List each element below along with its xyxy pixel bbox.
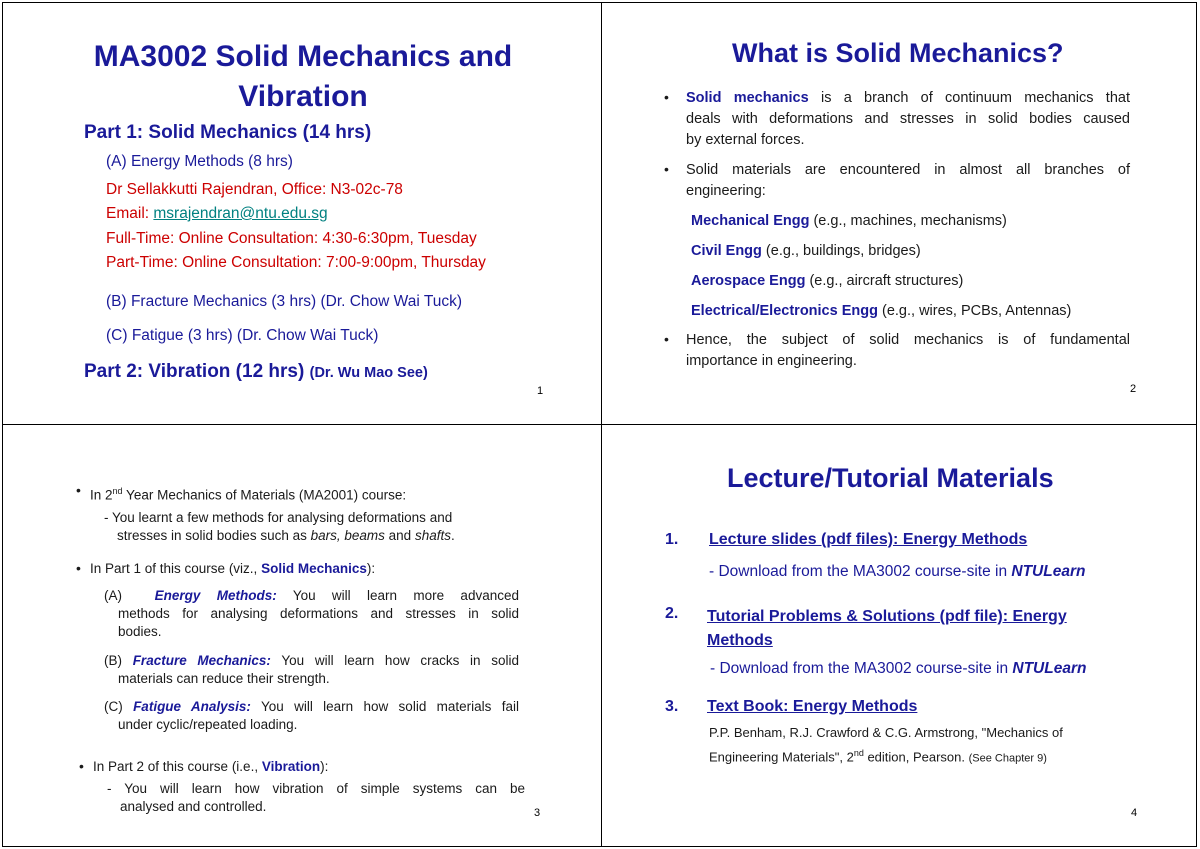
page-number: 4 [1131, 807, 1138, 819]
part2-heading [84, 361, 428, 383]
slide-title: What is Solid Mechanics? [732, 38, 1064, 68]
email-link[interactable]: msrajendran@ntu.edu.sg [153, 205, 328, 222]
part2-title: Part 2: Vibration (12 hrs) [84, 361, 305, 382]
page-number: 3 [534, 807, 541, 819]
item-number: 2. [665, 605, 679, 622]
bullet-icon: • [76, 482, 81, 498]
part1-heading: Part 1: Solid Mechanics (14 hrs) [84, 122, 372, 143]
bullet-materials: Solid materials are encountered in almost all branches of engineering: [686, 162, 1130, 199]
bullet-prior-course: In 2nd Year Mechanics of Materials (MA2001) course: [90, 486, 407, 503]
bullet-importance: Hence, the subject of solid mechanics is of fundamental importance in engineering. [686, 332, 1130, 369]
bullet-icon: • [664, 89, 669, 105]
handout-page [2, 2, 1197, 847]
prior-course-detail: - You learnt a few methods for analysing deformations and stresses in solid bodies such as bars, beams and shafts. [104, 510, 455, 543]
item-fracture-mechanics: (B) Fracture Mechanics: You will learn how cracks in solid materials can reduce their strength. [104, 653, 520, 686]
slide-2 [602, 3, 1198, 424]
parttime-consultation: Part-Time: Online Consultation: 7:00-9:00pm, Thursday [106, 254, 486, 271]
part2-lecturer: (Dr. Wu Mao See) [309, 365, 428, 381]
bullet-icon: • [79, 758, 84, 774]
branch-item: Aerospace Engg (e.g., aircraft structures) [691, 273, 964, 289]
tutorial-heading: Tutorial Problems & Solutions (pdf file): Energy Methods [707, 608, 1067, 649]
fatigue-line: (C) Fatigue (3 hrs) (Dr. Chow Wai Tuck) [106, 327, 379, 344]
item-number: 3. [665, 698, 679, 715]
bullet-icon: • [664, 161, 669, 177]
item-fatigue-analysis: (C) Fatigue Analysis: You will learn how solid materials fail under cyclic/repeated loading. [104, 699, 519, 732]
lecturer-line: Dr Sellakkutti Rajendran, Office: N3-02c-78 [106, 181, 403, 198]
slide-title: Lecture/Tutorial Materials [727, 463, 1054, 493]
page-number: 2 [1130, 383, 1137, 395]
lecture-slides-heading: Lecture slides (pdf files): Energy Methods [709, 531, 1028, 548]
bullet-definition: Solid mechanics is a branch of continuum mechanics that deals with deformations and stresses in solid bodies caused by external forces. [686, 90, 1130, 148]
energy-methods-line: (A) Energy Methods (8 hrs) [106, 153, 293, 170]
slide-3 [3, 425, 601, 848]
lecture-slides-desc: - Download from the MA3002 course-site in NTULearn [709, 563, 1086, 580]
branch-item: Civil Engg (e.g., buildings, bridges) [691, 243, 921, 259]
textbook-heading: Text Book: Energy Methods [707, 698, 918, 715]
tutorial-desc: - Download from the MA3002 course-site in NTULearn [710, 660, 1087, 677]
bullet-icon: • [76, 560, 81, 576]
slide-4 [602, 425, 1198, 848]
textbook-reference: P.P. Benham, R.J. Crawford & C.G. Armstrong, "Mechanics of Engineering Materials", 2nd edition, Pearson. (See Chapter 9) [709, 725, 1063, 765]
part2-detail: - You will learn how vibration of simple systems can be analysed and controlled. [107, 781, 525, 814]
item-energy-methods: (A) Energy Methods: You will learn more advanced methods for analysing deformations and stresses in solid bodies. [104, 588, 519, 639]
page-number: 1 [537, 385, 544, 397]
slide-1 [3, 3, 601, 424]
fracture-line: (B) Fracture Mechanics (3 hrs) (Dr. Chow Wai Tuck) [106, 293, 462, 310]
slide-title: MA3002 Solid Mechanics and Vibration [93, 40, 513, 113]
email-label: Email: [106, 205, 150, 222]
bullet-part2: In Part 2 of this course (i.e., Vibration): [93, 759, 329, 774]
solid-mechanics-term: Solid mechanics [686, 90, 809, 106]
bullet-part1: In Part 1 of this course (viz., Solid Mechanics): [90, 561, 376, 576]
bullet-icon: • [664, 331, 669, 347]
branch-item: Electrical/Electronics Engg (e.g., wires, PCBs, Antennas) [691, 303, 1072, 319]
item-number: 1. [665, 531, 679, 548]
email-line [106, 205, 328, 223]
fulltime-consultation: Full-Time: Online Consultation: 4:30-6:30pm, Tuesday [106, 230, 477, 247]
branch-item: Mechanical Engg (e.g., machines, mechanisms) [691, 213, 1007, 229]
